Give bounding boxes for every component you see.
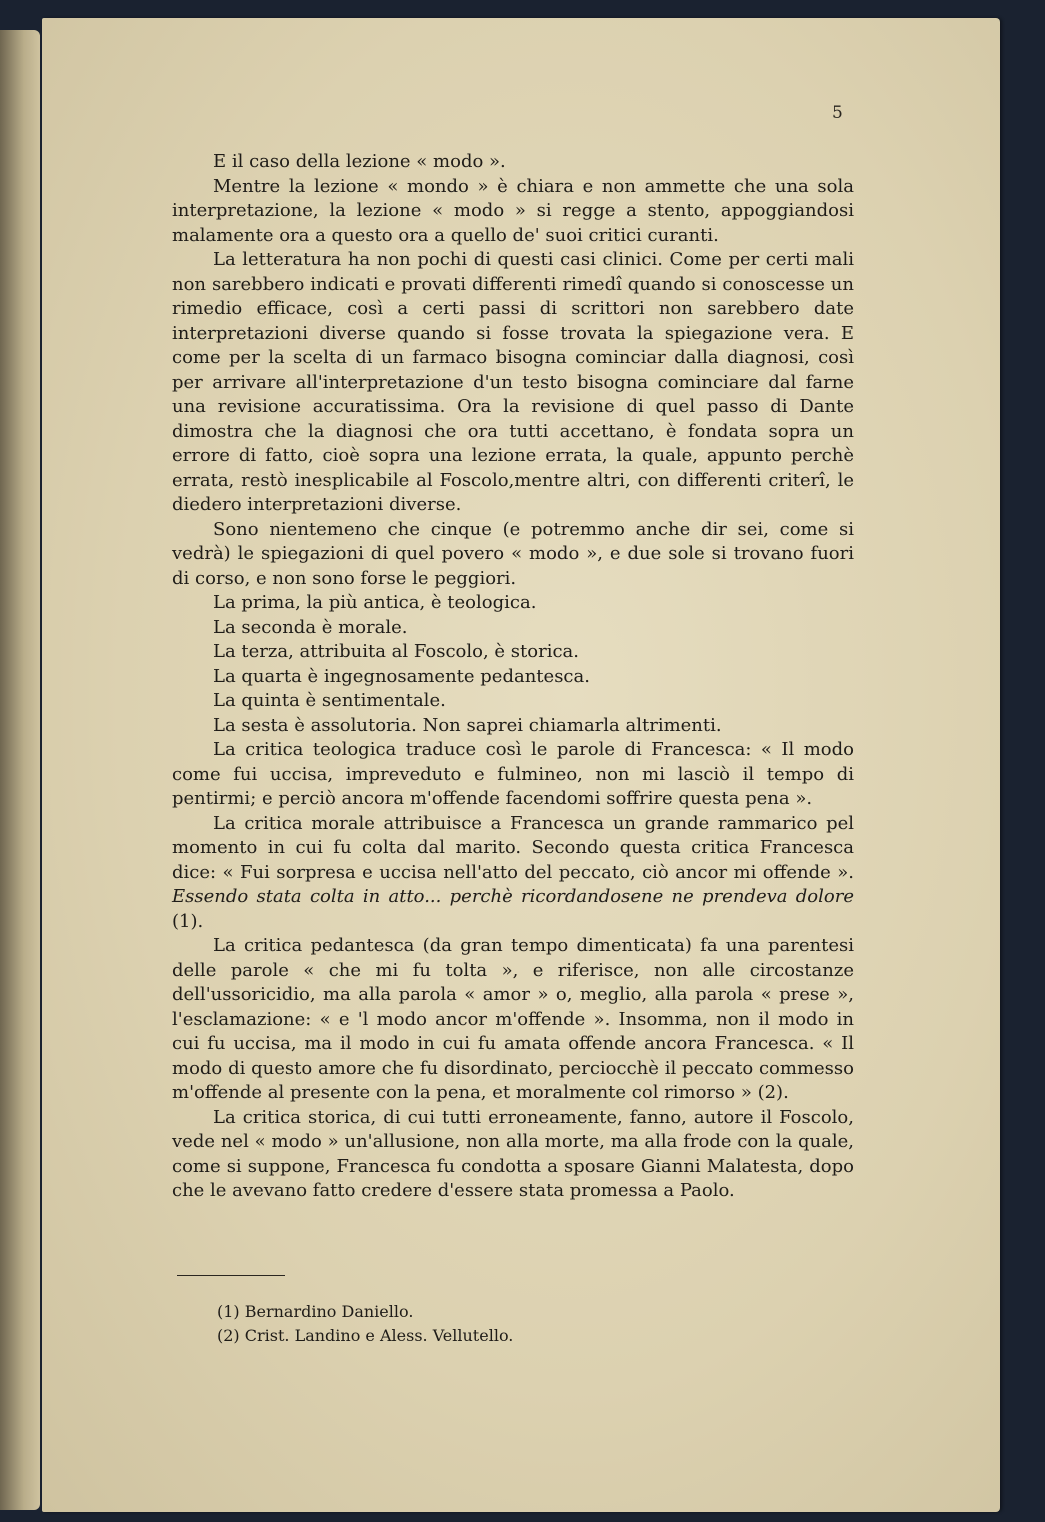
paragraph: La critica teologica traduce così le parole di Francesca: « Il modo come fui uccisa, impreveduto e fulmineo, non mi lasciò il tempo di pentirmi; e perciò ancora m'offende facendomi soffrire questa pena ». [172, 739, 854, 809]
footnote-rule [177, 1275, 285, 1276]
paragraph: La terza, attribuita al Foscolo, è storica. [213, 641, 579, 662]
page-body [172, 150, 854, 1204]
paragraph-text: La critica morale attribuisce a Francesca un grande rammarico pel momento in cui fu colta dal marito. Secondo questa critica Francesca dice: « Fui sorpresa e uccisa nell'atto del peccato, ciò ancor mi offende ». [172, 812, 854, 883]
footnote-ref: (1). [172, 910, 204, 932]
paragraph: Mentre la lezione « mondo » è chiara e non ammette che una sola interpretazione, la lezione « modo » si regge a stento, appoggiandosi malamente ora a questo ora a quello de' suoi critici curanti. [172, 175, 854, 246]
paragraph: La sesta è assolutoria. Non saprei chiamarla altrimenti. [213, 714, 722, 736]
page-number: 5 [832, 103, 843, 123]
paragraph: La seconda è morale. [213, 616, 408, 638]
italic-quote: Essendo stata colta in atto... perchè ricordandosene ne prendeva dolore [172, 886, 854, 907]
paragraph: La critica storica, di cui tutti erroneamente, fanno, autore il Foscolo, vede nel « modo » un'allusione, non alla morte, ma alla frode con la quale, come si suppone, Francesca fu condotta a sposare Gianni Malatesta, dopo che le avevano fatto credere d'essere stata promessa a Paolo. [172, 1106, 854, 1201]
paragraph: Sono nientemeno che cinque (e potremmo anche dir sei, come si vedrà) le spiegazioni di quel povero « modo », e due sole si trovano fuori di corso, e non sono forse le peggiori. [172, 518, 854, 589]
paragraph: La letteratura ha non pochi di questi casi clinici. Come per certi mali non sarebbero indicati e provati differenti rimedî quando si conoscesse un rimedio efficace, così a certi passi di scrittori non sarebbero date interpretazioni diverse quando si fosse trovata la spiegazione vera. E come per la scelta di un farmaco bisogna cominciar dalla diagnosi, così per arrivare all'interpretazione d'un testo bisogna cominciare dal farne una revisione accuratissima. Ora la revisione di quel passo di Dante dimostra che la diagnosi che ora tutti accettano, è fondata sopra un errore di fatto, cioè sopra una lezione errata, la quale, appunto perchè errata, restò inesplicabile al Foscolo,mentre altri, con differenti criterî, le diedero interpretazioni diverse. [172, 249, 854, 515]
paragraph [172, 812, 854, 935]
footnote: (2) Crist. Landino e Aless. Vellutello. [217, 1326, 514, 1345]
adjacent-page-edge [0, 30, 40, 1510]
footnotes [217, 1300, 637, 1348]
paragraph: E il caso della lezione « modo ». [213, 151, 506, 172]
paragraph: La prima, la più antica, è teologica. [213, 592, 537, 613]
paragraph: La critica pedantesca (da gran tempo dimenticata) fa una parentesi delle parole « che mi fu tolta », e riferisce, non alle circostanze dell'ussoricidio, ma alla parola « amor » o, meglio, alla parola « prese », l'esclamazione: « e 'l modo ancor m'offende ». Insomma, non il modo in cui fu uccisa, ma il modo in cui fu amata offende ancora Francesca. « Il modo di questo amore che fu disordinato, perciocchè il peccato commesso m'offende al presente con la pena, et moralmente col rimorso » (2). [172, 935, 854, 1103]
paragraph: La quarta è ingegnosamente pedantesca. [213, 665, 590, 687]
paragraph: La quinta è sentimentale. [213, 690, 446, 711]
footnote: (1) Bernardino Daniello. [217, 1302, 414, 1321]
